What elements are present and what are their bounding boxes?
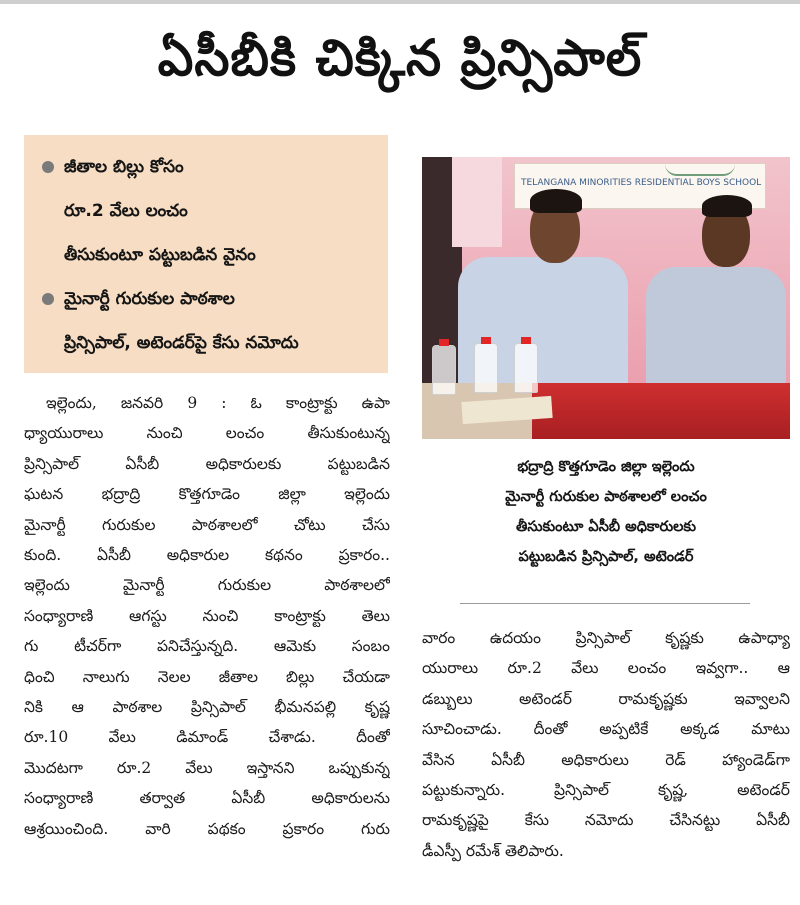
banner-logo-icon (665, 164, 735, 176)
article-line: యురాలు రూ.2 వేలు లంచం ఇవ్వగా.. ఆ (422, 659, 790, 678)
article-line: కుంది. ఏసీబీ అధికారుల కథనం ప్రకారం.. (24, 546, 390, 565)
article-line: ఇల్లెందు మైనార్టీ గురుకుల పాఠశాలలో (24, 576, 390, 595)
article-line: ధ్యాయురాలు నుంచి లంచం తీసుకుంటున్న (24, 424, 390, 443)
article-line: రామకృష్ణపై కేసు నమోదు చేసినట్టు ఏసీబీ (422, 811, 790, 830)
article-line: సూచించాడు. దీంతో అప్పటికే అక్కడ మాటు (422, 720, 790, 739)
highlight-item (42, 277, 380, 365)
article-line: ప్రిన్సిపాల్ ఏసీబీ అధికారులకు పట్టుబడిన (24, 454, 390, 473)
article-column-right (422, 623, 790, 866)
caption-line: పట్టుబడిన ప్రిన్సిపాల్, అటెండర్ (518, 549, 694, 565)
photo-window (452, 157, 502, 247)
article-line: సంధ్యారాణి తర్వాత ఏసీబీ అధికారులను (24, 789, 390, 808)
bullet-icon (42, 161, 54, 173)
highlight-line: జీతాల బిల్లు కోసం (42, 145, 380, 189)
bullet-icon (42, 293, 54, 305)
highlight-line: మైనార్టీ గురుకుల పాఠశాల (42, 277, 380, 321)
article-line: ఆశ్రయించింది. వారి పథకం ప్రకారం గురు (24, 819, 390, 838)
caption-line: తీసుకుంటూ ఏసీబీ అధికారులకు (515, 519, 696, 535)
bottle-icon (432, 345, 456, 395)
article-line: డీఎస్పీ రమేశ్ తెలిపారు. (422, 841, 564, 860)
headline: ఏసీబీకి చిక్కిన ప్రిన్సిపాల్ (157, 29, 643, 87)
bottle-icon (474, 343, 498, 393)
article-line: ఘటన భద్రాద్రి కొత్తగూడెం జిల్లా ఇల్లెందు (24, 485, 390, 504)
caption-line: భద్రాద్రి కొత్తగూడెం జిల్లా ఇల్లెందు (517, 459, 695, 475)
banner-text: TELANGANA MINORITIES RESIDENTIAL BOYS SCHOOL (521, 178, 762, 188)
article-line: డబ్బులు అటెండర్ రామకృష్ణకు ఇవ్వాలని (422, 689, 790, 708)
highlights-box (24, 135, 388, 373)
article-line: వేసిన ఏసీబీ అధికారులు రెడ్ హ్యాండెడ్‌గా (422, 750, 790, 769)
article-line: గు టీచర్‌గా పనిచేస్తున్నది. ఆమెకు సంబం (24, 637, 390, 656)
article-column-left (24, 388, 390, 844)
top-rule (0, 0, 800, 4)
article-line: సంధ్యారాణి ఆగస్టు నుంచి కాంట్రాక్టు తెలు (24, 606, 390, 625)
caption-line: మైనార్టీ గురుకుల పాఠశాలలో లంచం (505, 489, 707, 505)
highlight-item (42, 145, 380, 277)
article-line: మైనార్టీ గురుకుల పాఠశాలలో చోటు చేసు (24, 515, 390, 534)
photo-caption (422, 452, 790, 572)
article-line: ధించి నాలుగు నెలల జీతాల బిల్లు చేయడా (24, 667, 390, 686)
article-line: ఇల్లెందు, జనవరి 9 : ఓ కాంట్రాక్టు ఉపా (46, 394, 390, 412)
article-line: వారం ఉదయం ప్రిన్సిపాల్ కృష్ణకు ఉపాధ్యా (422, 629, 790, 647)
article-line: నికి ఆ పాఠశాల ప్రిన్సిపాల్ భీమనపల్లి కృష్ణ (24, 698, 390, 717)
bottle-icon (514, 343, 538, 393)
highlight-line: రూ.2 వేలు లంచం (64, 201, 188, 221)
article-line: పట్టుకున్నారు. ప్రిన్సిపాల్ కృష్ణ, అటెండర్ (422, 781, 790, 800)
article-line: మొదటగా రూ.2 వేలు ఇస్తానని ఒప్పుకున్న (24, 758, 390, 777)
article-line: రూ.10 వేలు డిమాండ్ చేశాడు. దీంతో (24, 728, 390, 747)
highlight-line: ప్రిన్సిపాల్, అటెండర్‌పై కేసు నమోదు (64, 333, 299, 353)
highlight-line: తీసుకుంటూ పట్టుబడిన వైనం (64, 245, 256, 265)
news-photo (422, 157, 790, 439)
caption-divider (460, 603, 750, 604)
